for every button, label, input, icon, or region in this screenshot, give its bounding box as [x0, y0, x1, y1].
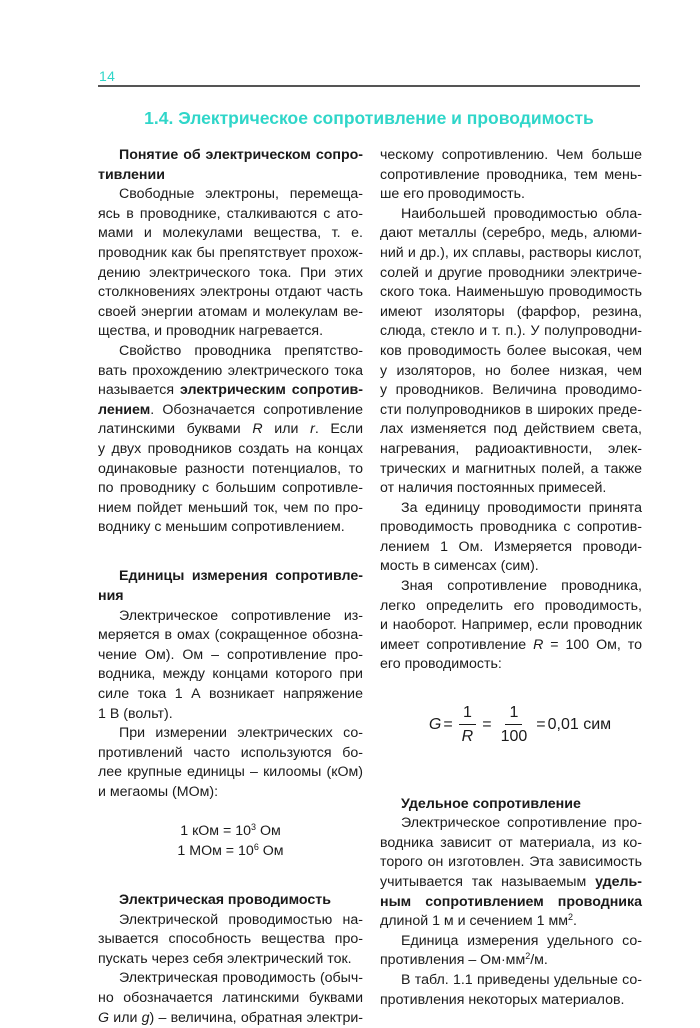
paragraph-line: водника зависит от материала, из ко-: [380, 834, 642, 851]
paragraph-line: торого он изготовлен. Эта зависимость: [380, 854, 642, 871]
formula-megohm: [98, 842, 363, 862]
paragraph-line: [380, 951, 642, 971]
paragraph-line: ше его проводимость.: [380, 186, 525, 203]
subheading-concept-line2: тивлении: [98, 166, 165, 183]
paragraph-line: водника, между концами которого при: [98, 666, 363, 683]
paragraph-line: ского тока. Наименьшую проводимость: [380, 284, 642, 301]
equation-result: 0,01: [547, 716, 579, 734]
paragraph-line: Свободные электроны, перемеща-: [119, 186, 363, 203]
paragraph-line: Зная сопротивление проводника,: [401, 578, 642, 595]
subheading-resistivity: Удельное сопротивление: [401, 795, 581, 812]
text: ) – величина, обратная электри-: [149, 1009, 363, 1026]
text: имеет сопротивление: [380, 636, 534, 653]
subheading-units-line1: Единицы измерения сопротивле-: [119, 568, 363, 585]
symbol-G: G: [98, 1009, 110, 1026]
paragraph-line: у изоляторов, но более низкая, чем: [380, 362, 642, 379]
fraction-numerator: 1: [459, 703, 476, 725]
paragraph-line: [98, 381, 363, 401]
paragraph-line: ков проводимость более высокая, чем: [380, 342, 642, 359]
equals-sign: =: [482, 716, 492, 734]
paragraph-line: [98, 401, 363, 421]
paragraph-line: [380, 912, 642, 932]
paragraph-line: [98, 1009, 363, 1028]
spacer: [98, 538, 363, 558]
formula-text: Ом: [256, 823, 281, 840]
text: или: [109, 1009, 142, 1026]
paragraph-line: своей энергии атомам и молекулам ве-: [98, 303, 363, 320]
paragraph-line: и мегаомы (МОм):: [98, 784, 219, 800]
paragraph-line: у двух проводников создать на концах: [98, 440, 363, 457]
term-resistance-end: лением: [98, 401, 151, 418]
text: называется: [98, 382, 181, 399]
text: . Обозначается сопротивление: [150, 401, 363, 418]
paragraph-line: проводимость проводника с сопротив-: [380, 519, 642, 536]
paragraph-line: Электрическая проводимость (обыч-: [119, 970, 363, 987]
paragraph-line: лее крупные единицы – килоомы (кОм): [98, 764, 363, 781]
paragraph-line: от наличия постоянных примесей.: [380, 480, 607, 497]
right-column: [380, 146, 642, 1010]
paragraph-line: одинаковые разности потенциалов, то: [98, 460, 363, 477]
symbol-R: R: [533, 636, 544, 653]
text: = 100 Ом, то: [543, 636, 643, 653]
paragraph-line: [380, 893, 642, 913]
paragraph-line: меряется в омах (сокращенное обозна-: [98, 627, 363, 644]
paragraph-line: воднику с меньшим сопротивлением.: [98, 519, 345, 536]
fraction-one-over-100: [497, 703, 532, 747]
paragraph-line: ний и др.), их сплавы, растворы кислот,: [380, 244, 642, 261]
spacer: [380, 775, 642, 795]
paragraph-line: по проводнику с большим сопротивле-: [98, 480, 363, 497]
paragraph-line: проводник как бы препятствует прохож-: [98, 244, 363, 261]
paragraph-line: легко определить его проводимость,: [380, 597, 642, 614]
spacer: [98, 881, 363, 891]
formula-text: 1 МОм = 10: [177, 842, 254, 859]
text: учитывается так называемым: [380, 874, 596, 890]
fraction-one-over-R: [458, 703, 478, 747]
term-resistivity-end: ным сопротивлением проводника: [380, 893, 642, 910]
paragraph-line: Электрическое сопротивление про-: [401, 815, 642, 832]
paragraph-line: [380, 873, 642, 893]
term-resistivity: удель-: [595, 874, 642, 890]
formula-text: 1 кОм = 10: [180, 823, 252, 840]
paragraph-line: Электрическое сопротивление из-: [119, 607, 363, 624]
superscript: 2: [567, 912, 573, 923]
paragraph-line: дают металлы (серебро, медь, алюми-: [380, 225, 642, 242]
text: .: [572, 913, 577, 930]
paragraph-line: Свойство проводника препятство-: [119, 342, 363, 359]
paragraph-line: [380, 636, 642, 656]
fraction-denominator: 100: [500, 728, 528, 746]
paragraph-line: [98, 420, 363, 440]
spacer: [98, 557, 363, 567]
text: длиной 1 м и сечением 1 мм: [380, 913, 568, 930]
symbol-r: r: [310, 421, 315, 438]
paragraph-line: противления некоторых материалов.: [380, 991, 625, 1008]
subheading-units-line2: ния: [98, 588, 124, 605]
term-resistance: электрическим сопротив-: [180, 382, 363, 399]
formula-text: Ом: [258, 842, 284, 859]
formula-kilohm: [98, 822, 363, 842]
paragraph-line: но обозначается латинскими буквами: [98, 989, 363, 1006]
paragraph-line: солей и другие проводники электриче-: [380, 264, 642, 281]
paragraph-line: щества, и проводник нагревается.: [98, 323, 324, 340]
text: противления – Ом·мм: [380, 952, 526, 969]
paragraph-line: сопротивление проводника, тем мень-: [380, 166, 642, 183]
conductance-equation: [398, 675, 642, 775]
paragraph-line: 1 В (вольт).: [98, 705, 173, 722]
paragraph-line: Наибольшей проводимостью обла-: [401, 205, 642, 222]
paragraph-line: вать прохождению электрического тока: [98, 362, 363, 379]
paragraph-line: пускать через себя электрический ток.: [98, 950, 352, 967]
spacer: [98, 861, 363, 881]
paragraph-line: чение Ом). Ом – сопротивление про-: [98, 646, 363, 663]
symbol-R: R: [252, 421, 263, 438]
paragraph-line: лах изменяется под действием света,: [380, 421, 642, 438]
text: или: [262, 421, 311, 438]
text: /м.: [530, 952, 548, 969]
equation-lhs: G: [428, 716, 442, 734]
paragraph-line: трических и магнитных полей, а также: [380, 460, 642, 477]
formula-exponent: 3: [251, 822, 257, 833]
paragraph-line: нагревания, радиоактивности, элек-: [380, 440, 642, 457]
paragraph-line: силе тока 1 А возникает напряжение: [98, 686, 363, 703]
paragraph-line: лением 1 Ом. Измеряется проводи-: [380, 538, 642, 555]
left-column: [98, 146, 363, 1028]
header-rule: [98, 85, 640, 87]
fraction-denominator: R: [461, 728, 474, 746]
symbol-g: g: [141, 1009, 150, 1026]
text: . Если: [314, 421, 364, 438]
paragraph-line: и наоборот. Например, если проводник: [380, 617, 642, 634]
formula-exponent: 6: [253, 841, 259, 852]
text: латинскими буквами: [98, 421, 253, 438]
paragraph-line: ческому сопротивлению. Чем больше: [380, 147, 642, 163]
paragraph-line: При измерении электрических со-: [119, 725, 363, 742]
subheading-concept-line1: Понятие об электрическом сопро-: [119, 147, 363, 163]
superscript: 2: [525, 951, 531, 962]
subheading-conductance: Электрическая проводимость: [119, 891, 331, 908]
paragraph-line: Электрической проводимостью на-: [119, 911, 363, 928]
paragraph-line: слюда, стекло и т. п.). У полупроводни-: [380, 323, 642, 340]
section-title: 1.4. Электрическое сопротивление и проводимость: [144, 108, 594, 128]
paragraph-line: у проводников. Величина проводимо-: [380, 382, 642, 399]
fraction-numerator: 1: [505, 703, 522, 725]
paragraph-line: дению электрического тока. При этих: [98, 264, 363, 281]
equation-unit: сим: [583, 716, 612, 734]
paragraph-line: имеют изоляторы (фарфор, резина,: [380, 303, 642, 320]
paragraph-line: За единицу проводимости принята: [401, 499, 642, 516]
paragraph-line: Единица измерения удельного со-: [401, 932, 642, 949]
paragraph-line: нием пойдет меньший ток, чем по про-: [98, 499, 363, 516]
equals-sign: =: [536, 716, 546, 734]
paragraph-line: противлений часто используются бо-: [98, 744, 363, 761]
paragraph-line: его проводимость:: [380, 656, 502, 673]
paragraph-line: мость в сименсах (сим).: [380, 558, 539, 575]
paragraph-line: мами и молекулами вещества, т. е.: [98, 225, 363, 242]
spacer: [98, 803, 363, 823]
paragraph-line: ясь в проводнике, сталкиваются с ато-: [98, 205, 363, 222]
paragraph-line: зывается способность вещества про-: [98, 931, 363, 948]
paragraph-line: столкновениях электроны отдают часть: [98, 284, 363, 301]
page-number: 14: [99, 68, 116, 84]
paragraph-line: В табл. 1.1 приведены удельные со-: [401, 971, 642, 988]
paragraph-line: сти полупроводников в широких преде-: [380, 401, 642, 418]
equals-sign: =: [443, 716, 453, 734]
